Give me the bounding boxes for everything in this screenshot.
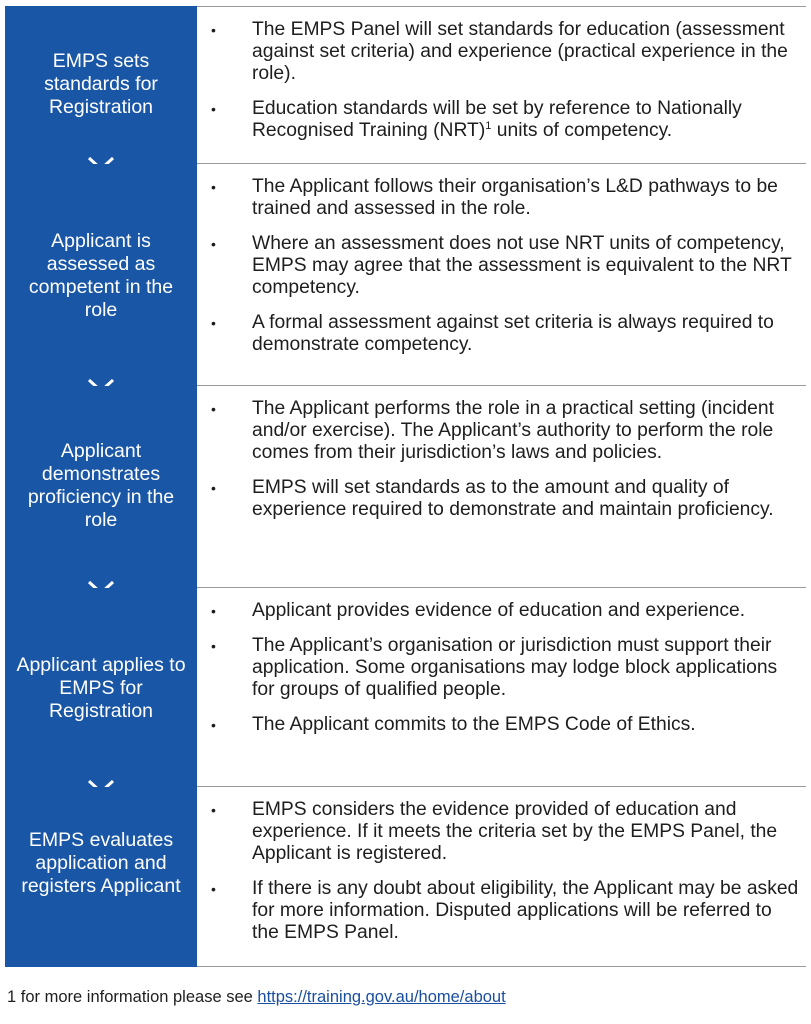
bullet-icon: •	[211, 401, 216, 417]
bullet-icon: •	[211, 717, 216, 733]
footnote-link[interactable]: https://training.gov.au/home/about	[257, 988, 506, 1006]
stage-applies-registration	[5, 588, 806, 787]
bullet-icon: •	[211, 802, 216, 818]
stage-evaluates-registers	[5, 787, 806, 967]
stage-details	[197, 6, 806, 164]
stage-assessed-competent	[5, 164, 806, 386]
bullet-item: • The Applicant’s organisation or jurisdiction must support their application. Some organisations may lodge block applications for groups of qualified people.	[211, 635, 778, 700]
bullet-icon: •	[211, 236, 216, 252]
stage-label-panel	[5, 6, 197, 164]
footnote	[7, 987, 506, 1007]
bullet-item: • Applicant provides evidence of education and experience.	[211, 600, 746, 621]
bullet-item: • EMPS considers the evidence provided of education and experience. If it meets the criteria set by the EMPS Panel, the Applicant is registered.	[211, 799, 778, 864]
bullet-item: • The Applicant performs the role in a practical setting (incident and/or exercise). The Applicant’s authority to perform the role comes from their jurisdiction’s laws and policies.	[211, 398, 774, 463]
bullet-icon: •	[211, 315, 216, 331]
stage-label: EMPS sets standards for Registration	[44, 50, 158, 118]
footnote-text: for more information please see	[20, 988, 253, 1006]
footnote-marker: 1	[7, 988, 17, 1006]
bullet-item: • The EMPS Panel will set standards for education (assessment against set criteria) and experience (practical experience in the role).	[211, 19, 788, 84]
stage-details	[197, 386, 806, 588]
bullet-text: Education standards will be set by reference to Nationally Recognised Training (NRT)$^1$ units of competency.	[252, 98, 742, 141]
stage-label-panel	[5, 787, 197, 967]
stage-details	[197, 164, 806, 386]
bullet-icon: •	[211, 638, 216, 654]
bullet-item: • Where an assessment does not use NRT units of competency, EMPS may agree that the assessment is equivalent to the NRT competency.	[211, 233, 792, 298]
stage-label-panel	[5, 386, 197, 588]
footnote-reference: 1	[485, 120, 492, 132]
stage-set-standards	[5, 6, 806, 164]
bullet-item: • The Applicant commits to the EMPS Code of Ethics.	[211, 714, 696, 735]
registration-flow	[5, 6, 806, 967]
stage-label: Applicant demonstrates proficiency in the role	[27, 440, 175, 531]
stage-label: EMPS evaluates application and registers Applicant	[21, 829, 181, 897]
bullet-icon: •	[211, 179, 216, 195]
stage-demonstrates-proficiency	[5, 386, 806, 588]
stage-label-panel	[5, 588, 197, 787]
stage-details	[197, 588, 806, 787]
bullet-item: • A formal assessment against set criteria is always required to demonstrate competency.	[211, 312, 774, 355]
bullet-icon: •	[211, 22, 216, 38]
bullet-item	[197, 98, 802, 142]
stage-label: Applicant applies to EMPS for Registration	[16, 654, 186, 722]
bullet-item: • If there is any doubt about eligibility, the Applicant may be asked for more information. Disputed applications will be referred to the EMPS Panel.	[211, 878, 799, 943]
bullet-item: • EMPS will set standards as to the amount and quality of experience required to demonstrate and maintain proficiency.	[211, 477, 774, 520]
bullet-icon: •	[211, 881, 216, 897]
bullet-item: • The Applicant follows their organisation’s L&D pathways to be trained and assessed in the role.	[211, 176, 778, 219]
bullet-icon: •	[211, 480, 216, 496]
stage-label: Applicant is assessed as competent in the role	[28, 230, 174, 321]
bullet-icon: •	[211, 101, 216, 117]
stage-details	[197, 787, 806, 967]
bullet-icon: •	[211, 603, 216, 619]
stage-label-panel	[5, 164, 197, 386]
